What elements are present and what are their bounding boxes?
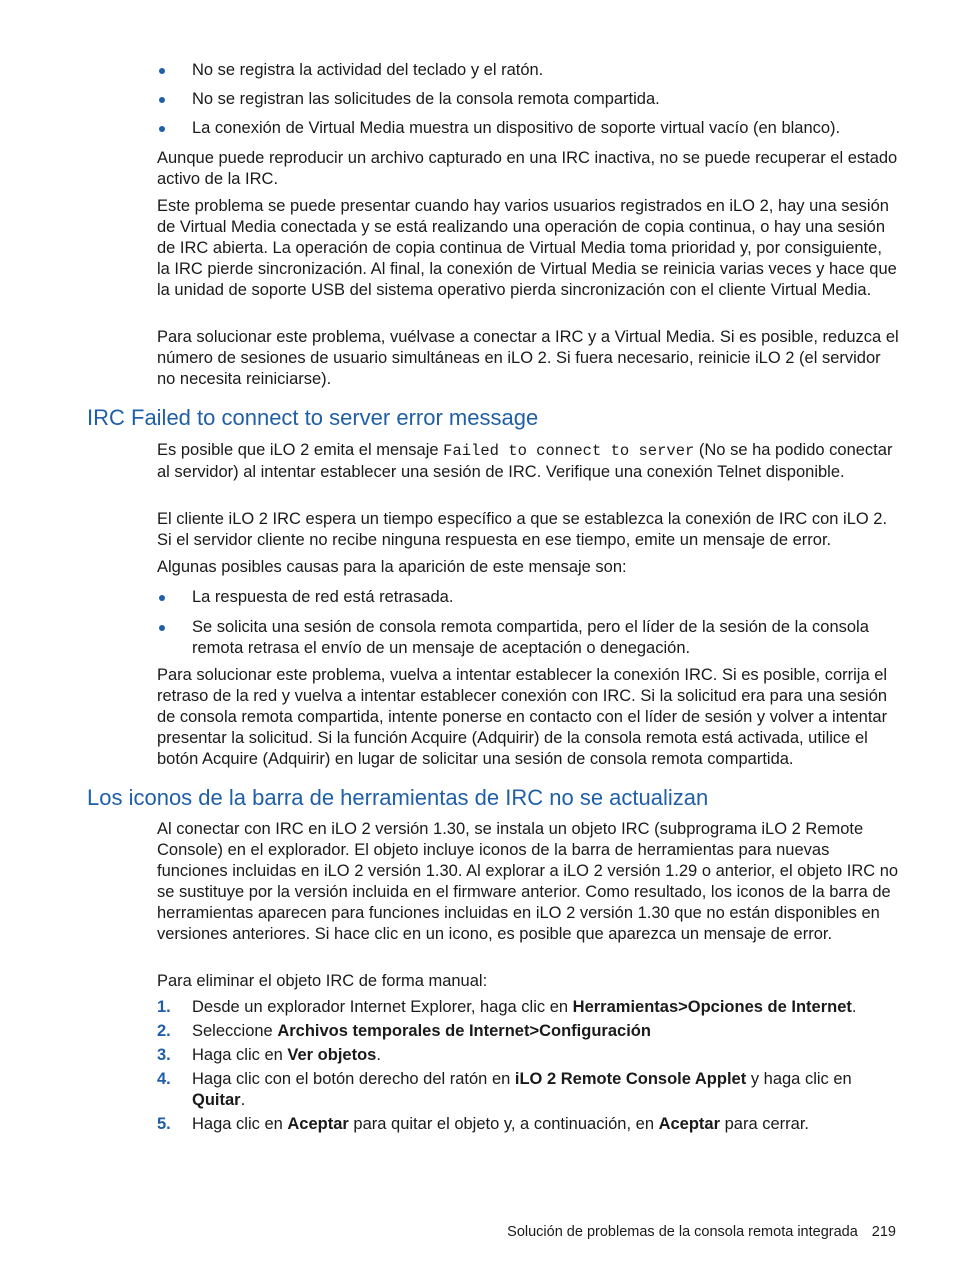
paragraph: Al conectar con IRC en iLO 2 versión 1.30, se instala un objeto IRC (subprograma iLO 2 Remote Console) en el explorador. El objeto incluye iconos de la barra de herramientas para nuevas funciones incluidas en iLO 2 versión 1.30. Al explorar a iLO 2 versión 1.29 o anterior, el objeto IRC no se sustituye por la versión incluida en el firmware anterior. Como resultado, los iconos de la barra de herramientas aparecen para funciones incluidas en iLO 2 versión 1.30 que no están disponibles en versiones anteriores. Si hace clic en un icono, es posible que aparezca un mensaje de error. (157, 820, 899, 943)
footer-title: Solución de problemas de la consola remota integrada (507, 1224, 858, 1240)
code-message: Failed to connect to server (443, 442, 695, 460)
step-item: 2. Seleccione Archivos temporales de Internet>Configuración (157, 1022, 651, 1040)
bullet-icon (159, 625, 165, 631)
list-item: No se registra la actividad del teclado y el ratón. (157, 60, 899, 81)
list-item: No se registran las solicitudes de la consola remota compartida. (157, 89, 899, 110)
bullet-icon (159, 126, 165, 132)
paragraph: Para eliminar el objeto IRC de forma manual: (157, 972, 488, 990)
step-item: 3. Haga clic en Ver objetos. (157, 1046, 381, 1064)
list-item: La respuesta de red está retrasada. (157, 587, 899, 608)
paragraph: Para solucionar este problema, vuelva a intentar establecer la conexión IRC. Si es posible, corrija el retraso de la red y vuelva a intentar establecer conexión con IRC. Si la solicitud era para una sesión de consola remota compartida, intente ponerse en contacto con el líder de sesión y volver a intentar presentar la solicitud. Si la función Acquire (Adquirir) de la consola remota está activada, utilice el botón Acquire (Adquirir) en lugar de solicitar una sesión de consola remota compartida. (157, 666, 888, 768)
page-number: 219 (871, 1224, 896, 1240)
step-item: 4. Haga clic con el botón derecho del ratón en iLO 2 Remote Console Applet y haga clic en Quitar. (157, 1070, 852, 1109)
bullet-icon (159, 68, 165, 74)
list-item: La conexión de Virtual Media muestra un dispositivo de soporte virtual vacío (en blanco). (157, 118, 899, 139)
bullet-icon (159, 595, 165, 601)
list-item: Se solicita una sesión de consola remota compartida, pero el líder de la sesión de la consola remota retrasa el envío de un mensaje de aceptación o denegación. (157, 617, 899, 659)
paragraph: Algunas posibles causas para la aparición de este mensaje son: (157, 558, 627, 576)
paragraph: Este problema se puede presentar cuando hay varios usuarios registrados en iLO 2, hay una sesión de Virtual Media conectada y se está realizando una operación de copia continua, o hay una sesión de IRC abierta. La operación de copia continua de Virtual Media toma prioridad y, por consiguiente, la IRC pierde sincronización. Al final, la conexión de Virtual Media se reinicia varias veces y hace que la unidad de soporte USB del sistema operativo pierda sincronización con el cliente Virtual Media. (157, 197, 897, 299)
paragraph: Aunque puede reproducir un archivo capturado en una IRC inactiva, no se puede recuperar el estado activo de la IRC. (157, 149, 898, 188)
paragraph: Es posible que iLO 2 emita el mensaje Failed to connect to server (No se ha podido conectar al servidor) al intentar establecer una sesión de IRC. Verifique una conexión Telnet disponible. (157, 441, 893, 481)
step-item: 1. Desde un explorador Internet Explorer, haga clic en Herramientas>Opciones de Internet. (157, 998, 857, 1016)
bullet-list-causes (157, 587, 899, 659)
paragraph: Para solucionar este problema, vuélvase a conectar a IRC y a Virtual Media. Si es posible, reduzca el número de sesiones de usuario simultáneas en iLO 2. Si fuera necesario, reinicie iLO 2 (el servidor no necesita reiniciarse). (157, 328, 899, 388)
page-footer (507, 1222, 896, 1242)
numbered-steps (157, 997, 899, 1135)
section-heading: Los iconos de la barra de herramientas de IRC no se actualizan (87, 785, 709, 810)
bullet-icon (159, 97, 165, 103)
paragraph: El cliente iLO 2 IRC espera un tiempo específico a que se establezca la conexión de IRC con iLO 2. Si el servidor cliente no recibe ninguna respuesta en ese tiempo, emite un mensaje de error. (157, 510, 888, 549)
section-heading: IRC Failed to connect to server error message (87, 405, 539, 430)
step-item: 5. Haga clic en Aceptar para quitar el objeto y, a continuación, en Aceptar para cerrar. (157, 1115, 809, 1133)
bullet-list-top (157, 60, 899, 139)
